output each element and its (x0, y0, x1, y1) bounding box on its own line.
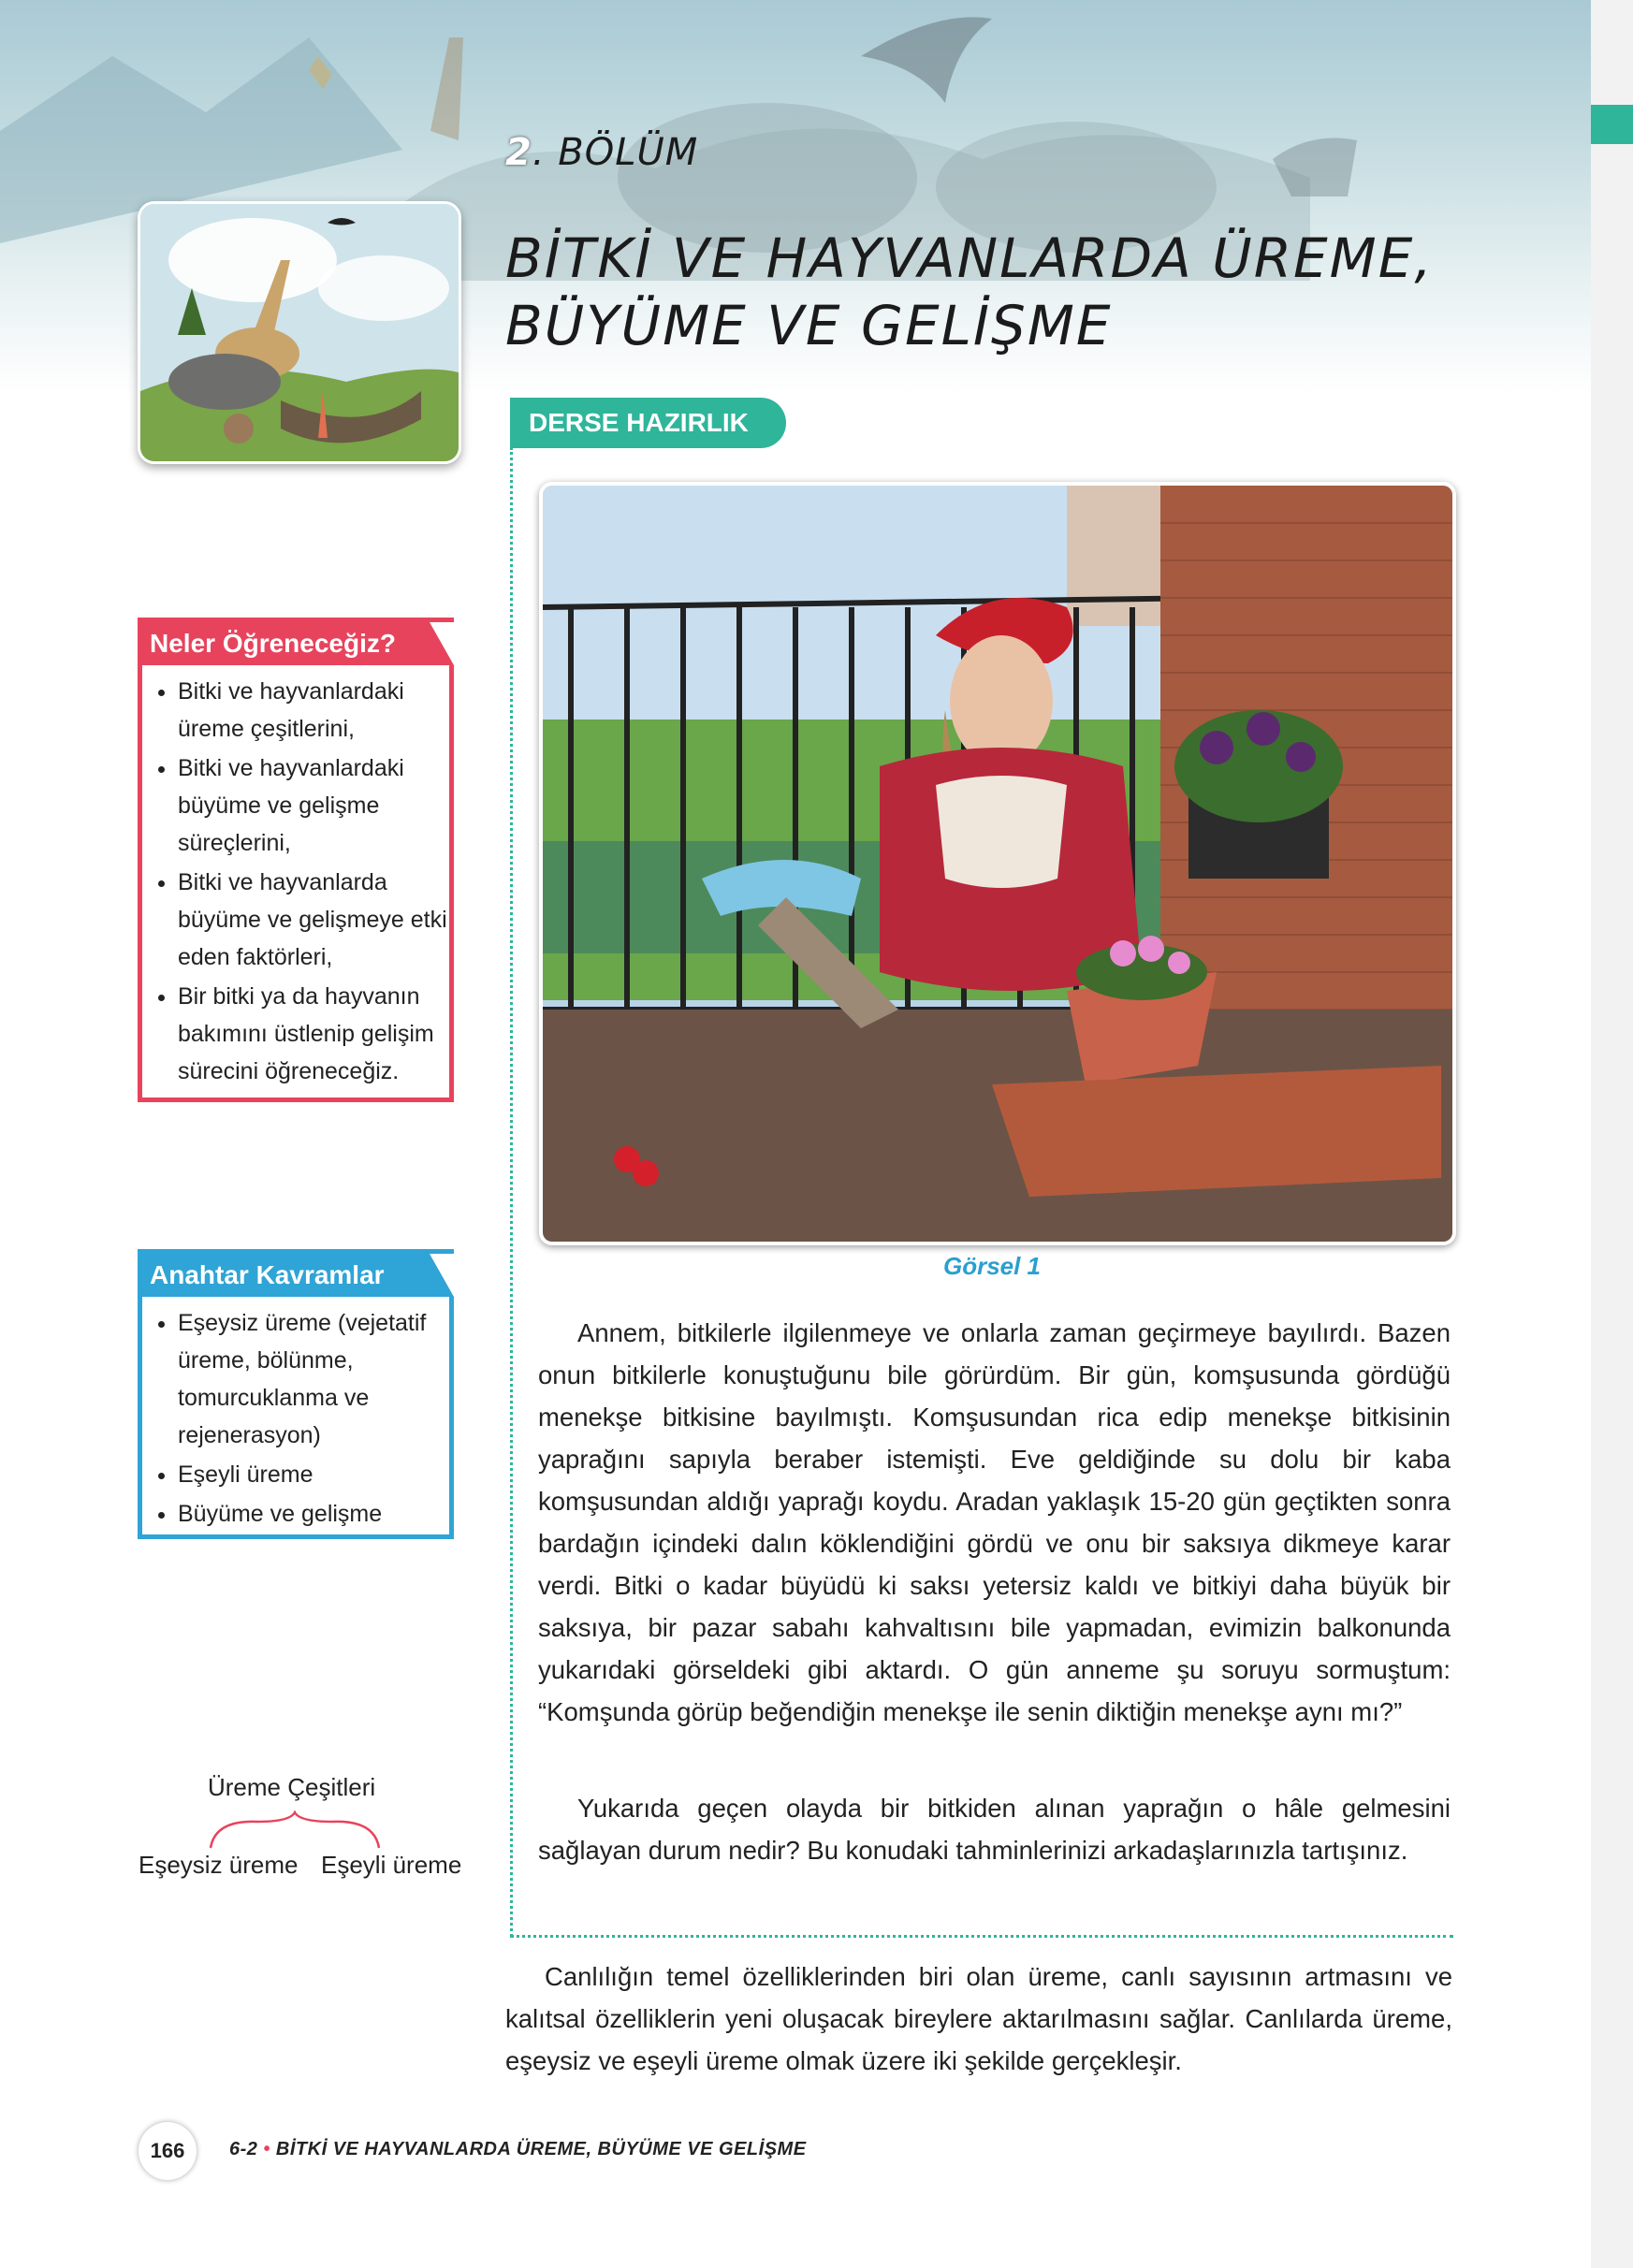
question-paragraph: Yukarıda geçen olayda bir bitkiden alınan yaprağın o hâle gelmesini sağlayan durum nedir? Bu konudaki tahminlerinizi arkadaşlarınızla tartışınız. (538, 1794, 1451, 1865)
chapter-title-line-2: BÜYÜME VE GELİŞME (505, 294, 1113, 357)
chapter-thumbnail-image (138, 201, 461, 464)
chapter-title-line-1: BİTKİ VE HAYVANLARDA ÜREME, (505, 226, 1434, 290)
list-item: • Bitki ve hayvanlarda büyüme ve gelişmeye etki eden faktörleri, (178, 864, 449, 976)
chapter-word: . BÖLÜM (532, 131, 699, 174)
chapter-label (505, 131, 698, 174)
list-item: • Bitki ve hayvanlardaki üreme çeşitlerini, (178, 673, 449, 748)
list-item: • Eşeyli üreme (178, 1456, 449, 1493)
footer-unit-name: BİTKİ VE HAYVANLARDA ÜREME, BÜYÜME VE GELİŞME (275, 2139, 807, 2159)
list-item: • Büyüme ve gelişme (178, 1495, 449, 1533)
learning-objectives-box (138, 618, 454, 1102)
chapter-number: 2 (505, 131, 532, 174)
intro-paragraph: Canlılığın temel özelliklerinden biri olan üreme, canlı sayısının artmasını ve kalıtsal özelliklerin yeni oluşacak bireylere aktarılmasını sağlar. Canlılarda üreme, eşeysiz ve eşeyli üreme olmak üzere iki şekilde gerçekleşir. (505, 1962, 1452, 2075)
footer-bullet-icon: • (263, 2139, 270, 2159)
chapter-title (505, 225, 1434, 359)
page-number: 166 (139, 2122, 197, 2180)
reproduction-types-brace (201, 1810, 388, 1853)
footer-unit-title (229, 2139, 807, 2160)
learning-objectives-title: Neler Öğreneceğiz? (142, 622, 449, 665)
sexual-reproduction-label: Eşeyli üreme (321, 1851, 462, 1879)
reproduction-types-title: Üreme Çeşitleri (208, 1773, 376, 1801)
key-concepts-title: Anahtar Kavramlar (142, 1254, 449, 1297)
story-paragraph: Annem, bitkilerle ilgilenmeye ve onlarla zaman geçirmeye bayılırdı. Bazen onun bitkilerle konuştuğunu bile görürdüm. Bir gün, komşusunda gördüğü menekşe bitkisine bayılmıştı. Komşusundan rica edip menekşe bitkisinin yaprağını sapıyla beraber istemişti. Eve geldiğinde su dolu bir kaba komşusundan aldığı yaprağı koydu. Aradan yaklaşık 15-20 gün geçtikten sonra bardağın içindeki dalın köklendiğini gördü ve onu bir saksıya dikmeye karar verdi. Bitki o kadar büyüdü ki saksı yetersiz kaldı ve bitkiyi daha büyük bir saksıya, bir pazar sabahı kahvaltısını bile yapmadan, evimizin balkonunda yukarıdaki görseldeki gibi aktardı. O gün anneme şu soruyu sormuştum: “Komşunda görüp beğendiğin menekşe ile senin diktiğin menekşe aynı mı?” (538, 1318, 1451, 1726)
list-item: • Bitki ve hayvanlardaki büyüme ve gelişme süreçlerini, (178, 749, 449, 862)
section-label-derse-hazirlik: DERSE HAZIRLIK (510, 398, 786, 448)
photo-caption: Görsel 1 (942, 1252, 1042, 1280)
asexual-reproduction-label: Eşeysiz üreme (139, 1851, 299, 1879)
unit-tab-marker (1591, 105, 1633, 144)
list-item: • Eşeysiz üreme (vejetatif üreme, bölünme, tomurcuklanma ve rejenerasyon) (178, 1304, 449, 1454)
page-edge-strip (1591, 0, 1633, 2268)
learning-objectives-list (142, 673, 449, 1090)
key-concepts-box (138, 1249, 454, 1539)
key-concepts-list (142, 1304, 449, 1533)
section-dotted-border-horizontal (510, 1935, 1453, 1938)
footer-grade: 6-2 (229, 2139, 258, 2159)
main-photo-woman-repotting-plant (539, 482, 1456, 1245)
section-dotted-border-vertical (510, 447, 513, 1937)
list-item: • Bir bitki ya da hayvanın bakımını üstlenip gelişim sürecini öğreneceğiz. (178, 978, 449, 1090)
